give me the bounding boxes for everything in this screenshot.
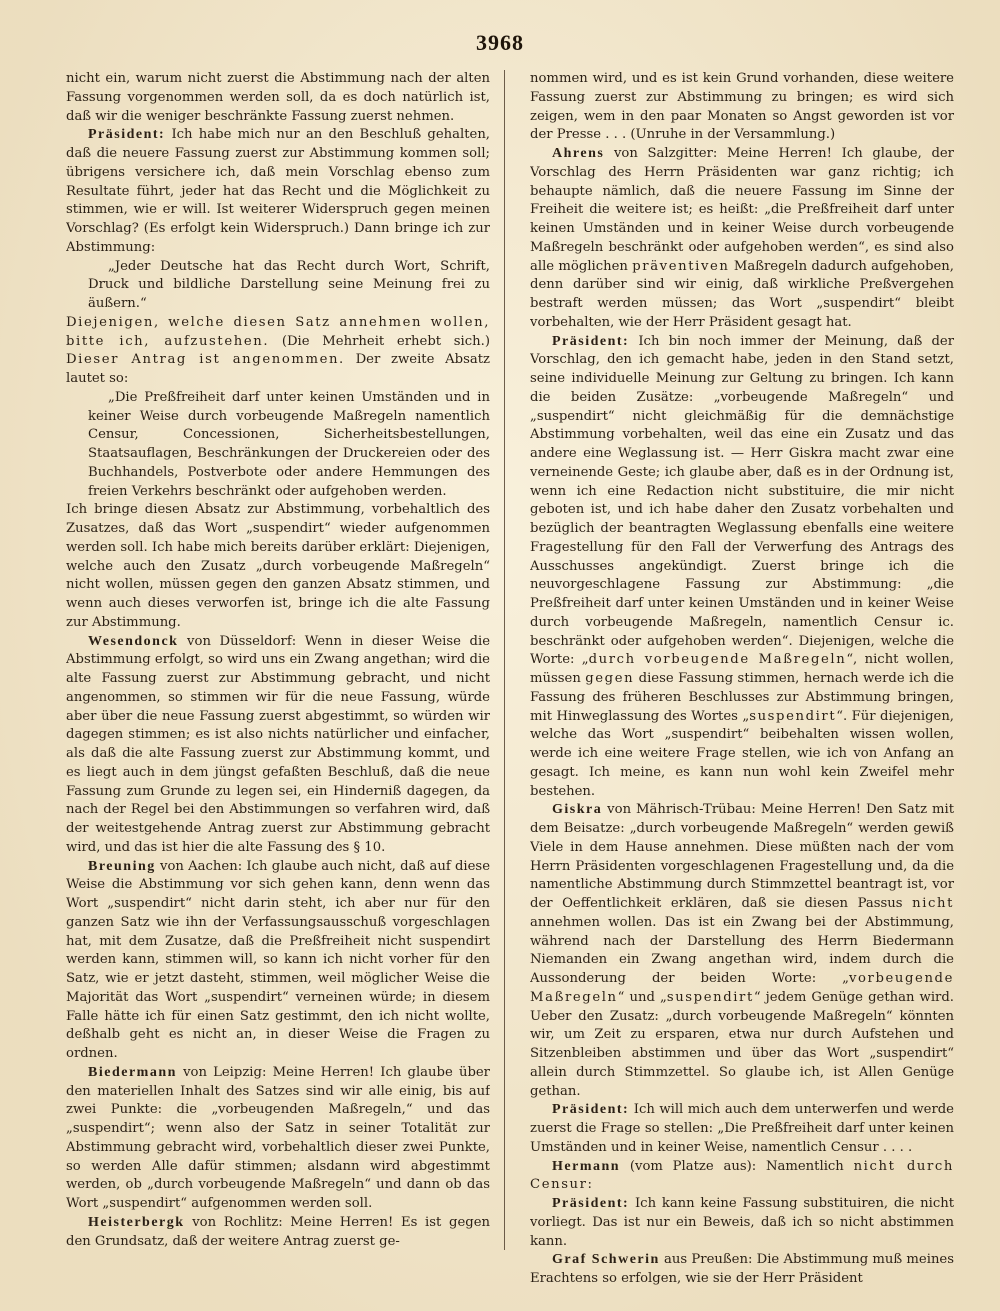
speech-text: (vom Platze aus): Namentlich [620,1158,854,1174]
speaker-name: Ahrens [552,146,605,161]
quoted-clause [88,258,490,314]
speech-paragraph [66,858,490,1064]
spaced-text: Diejenigen, welche diesen Satz annehmen wollen, bitte ich, aufzustehen. [66,314,490,349]
speech-paragraph [66,126,490,257]
spaced-text: suspendirt [749,708,837,724]
speech-text: “. Für diejenigen, welche das Wort „suspendirt“ beibehalten wissen wollen, werde ich eine weitere Frage stellen, wie ich von Anfang an gesagt. Ich meine, es kann nun wohl kein Zweifel mehr bestehen. [530,708,954,799]
spaced-text: suspendirt [666,989,754,1005]
spaced-text: nicht durch Censur: [530,1158,954,1193]
speaker-name: Präsident: [88,127,166,143]
spaced-text: Dieser Antrag ist angenommen. [66,352,345,368]
speech-text: “, nicht wollen, müssen [530,652,954,686]
speaker-name: Giskra [552,802,603,818]
speech-text: aus Preußen: Die Abstimmung muß meines Erachtens so erfolgen, wie sie der Herr Präsident [530,1252,954,1286]
speaker-name: Heisterbergk [88,1214,185,1230]
paragraph-text: (Die Mehrheit erhebt sich.) [269,333,490,349]
speech-paragraph [66,1214,490,1252]
speech-text: Ich habe mich nur an den Beschluß gehalten, daß die neuere Fassung zuerst zur Abstimmung kommen soll; übrigens versichere ich, daß mein Vorschlag ebenso zum Resultate führt, jeder hat das Recht und die Möglichkeit zu stimmen, wie er will. Ist weiterer Widerspruch gegen meinen Vorschlag? (Es erfolgt kein Widerspruch.) Dann bringe ich zur Abstimmung: [66,127,490,255]
speech-paragraph [530,333,954,802]
speech-text: Ich will mich auch dem unterwerfen und werde zuerst die Frage so stellen: „Die Preßfreiheit darf unter keinen Umständen und in keiner Weise, namentlich Censur . . . . [530,1102,954,1155]
speaker-name: Präsident: [552,333,630,349]
speech-text: von Mährisch-Trübau: Meine Herren! Den Satz mit dem Beisatze: „durch vorbeugende Maßregeln“ werden gewiß Viele in dem Hause annehmen. Diese müßten nach der vom Herrn Präsidenten vorgeschlagenen Fragestellung und, da die namentliche Abstimmung durch Stimmzettel beantragt ist, vor der Oeffentlichkeit erklären, daß sie diesen Passus [530,802,954,911]
speaker-name: Präsident: [552,1196,630,1211]
paragraph-text: Der zweite Absatz lautet so: [66,352,490,386]
speech-text: Ich kann keine Fassung substituiren, die nicht vorliegt. Das ist nur ein Beweis, daß ich so nicht abstimmen kann. [530,1196,954,1249]
quote-text: „Die Preßfreiheit darf unter keinen Umständen und in keiner Weise durch vorbeugende Maßregeln namentlich Censur, Concessionen, Sicherheitsbestellungen, Staatsauflagen, Beschränkungen der Druckereien oder des Buchhandels, Postverbote oder andere Hemmungen des freien Verkehrs beschränkt oder aufgehoben werden. [88,389,490,499]
speaker-name: Biedermann [88,1064,177,1080]
speech-text: Ich bin noch immer der Meinung, daß der Vorschlag, den ich gemacht habe, jeden in den Stand setzt, seine individuelle Meinung zur Geltung zu bringen. Ich kann die beiden Zusätze: „vorbeugende Maßregeln“ und „suspendirt“ nicht gleichmäßig für die demnächstige Abstimmung vorbehalten, weil das eine ein Zusatz und das andere eine Weglassung ist. — Herr Giskra macht zwar eine verneinende Geste; ich glaube aber, daß es in der Ordnung ist, wenn ich eine Redaction nicht substituire, die mir nicht geboten ist, und ich habe daher den Zusatz vorbehalten und bezüglich der beantragten Weglassung ebenfalls eine weitere Fragestellung für den Fall der Verwerfung des Antrags des Ausschusses angekündigt. Zuerst bringe ich die neuvorgeschlagene Fassung zur Abstimmung: „die Preßfreiheit darf unter keinen Umständen und in keiner Weise durch vorbeugende Maßregeln, namentlich Censur ic. beschränkt oder aufgehoben werden“. Diejenigen, welche die Worte: „ [530,333,954,668]
speech-text: von Leipzig: Meine Herren! Ich glaube über den materiellen Inhalt des Satzes sind wir alle einig, bis auf zwei Punkte: die „vorbeugenden Maßregeln,“ und das „suspendirt“; wenn also der Satz in seiner Totalität zur Abstimmung gebracht wird, vorbehaltlich dieser zwei Punkte, so werden Alle dafür stimmen; alsdann wird abgestimmt werden, ob „durch vorbeugende Maßregeln“ und dann ob das Wort „suspendirt“ aufgenommen werden soll. [66,1064,490,1211]
speech-text: von Rochlitz: Meine Herren! Es ist gegen den Grundsatz, daß der weitere Antrag zuerst ge- [66,1214,490,1249]
speech-paragraph [530,145,954,333]
speech-text: von Düsseldorf: Wenn in dieser Weise die Abstimmung erfolgt, so wird uns ein Zwang angethan; wird die alte Fassung zuerst zur Abstimmung gebracht, und nicht angenommen, so stimmen wir für die neue Fassung, würde aber über die neue Fassung zuerst abgestimmt, so würden wir dagegen stimmen; es ist also nichts natürlicher und einfacher, als daß die alte Fassung zuerst zur Abstimmung kommt, und es liegt auch in dem jüngst gefaßten Beschluß, daß die neue Fassung zum Grunde zu legen sei, ein Hinderniß dagegen, da nach der Regel bei den Abstimmungen so verfahren wird, daß der weitestgehende Antrag zuerst zur Abstimmung gebracht wird, und das ist hier die alte Fassung des § 10. [66,633,490,855]
vote-paragraph [66,314,490,389]
left-column [66,70,490,1300]
speech-text: diese Fassung stimmen, hernach werde ich die Fassung des früheren Beschlusses zur Abstimmung bringen, mit Hinweglassung des Wortes „ [530,671,954,724]
speech-text: Maßregeln dadurch aufgehoben, denn darüber sind wir einig, daß wirkliche Preßvergehen bestraft werden müssen; das Wort „suspendirt“ bleibt vorbehalten, wie der Herr Präsident gesagt hat. [530,258,954,330]
spaced-text: gegen [585,671,635,686]
speech-text: von Salzgitter: Meine Herren! Ich glaube, der Vorschlag des Herrn Präsidenten war ganz richtig; ich behaupte nämlich, daß die neuere Fassung im Sinne der Freiheit die weitere ist; es heißt: „die Preßfreiheit darf unter keinen Umständen und in keiner Weise durch vorbeugende Maßregeln beschränkt oder aufgehoben werden“, es sind also alle möglichen [530,146,954,274]
spaced-text: präventiven [632,258,730,274]
speech-paragraph [66,1064,490,1214]
paragraph [530,70,954,145]
page-number: 3968 [476,30,524,55]
column-divider [504,70,505,1250]
speaker-name: Breuning [88,858,156,874]
spaced-text: vorbeugende Maßregeln [530,971,954,1005]
speaker-name: Graf Schwerin [552,1252,660,1268]
paragraph-text: Ich bringe diesen Absatz zur Abstimmung, vorbehaltlich des Zusatzes, daß das Wort „suspendirt“ wieder aufgenommen werden soll. Ich habe mich bereits darüber erklärt: Diejenigen, welche auch den Zusatz „durch vorbeugende Maßregeln“ nicht wollen, müssen gegen den ganzen Absatz stimmen, und wenn auch dieses verworfen ist, bringe ich die alte Fassung zur Abstimmung. [66,502,490,630]
right-column [530,70,954,1300]
speech-paragraph [530,801,954,1101]
quoted-clause [88,389,490,502]
speech-paragraph [530,1251,954,1289]
quote-text: „Jeder Deutsche hat das Recht durch Wort, Schrift, Druck und bildliche Darstellung seine Meinung frei zu äußern.“ [88,258,490,311]
paragraph-text: nicht ein, warum nicht zuerst die Abstimmung nach der alten Fassung vorgenommen werden soll, da es doch natürlich ist, daß wir die weniger beschränkte Fassung zuerst nehmen. [66,71,490,124]
speech-text: annehmen wollen. Das ist ein Zwang bei der Abstimmung, während nach der Darstellung des Herrn Biedermann Niemanden ein Zwang angethan wird, indem durch die Aussonderung der beiden Worte: „ [530,914,954,986]
spaced-text: durch vorbeugende Maßregeln [588,652,847,668]
speaker-name: Wesendonck [88,633,179,649]
speaker-name: Hermann [552,1158,621,1174]
speech-paragraph [66,633,490,858]
paragraph [66,501,490,632]
speech-text: “ jedem Genüge gethan wird. Ueber den Zusatz: „durch vorbeugende Maßregeln“ könnten wir, um Zeit zu ersparen, etwa nur durch Aufstehen und Sitzenbleiben abstimmen und über das Wort „suspendirt“ allein durch Stimmzettel. So glaube ich, ist Allen Genüge gethan. [530,989,954,1099]
speech-paragraph [530,1158,954,1196]
paragraph-text: nommen wird, und es ist kein Grund vorhanden, diese weitere Fassung zuerst zur Abstimmung zu bringen; es wird sich zeigen, wem in den paar Monaten so Angst geworden ist vor der Presse . . . (Unruhe in der Versammlung.) [530,71,954,143]
speech-text: “ und „ [617,989,667,1005]
spaced-text: nicht [912,896,954,911]
paragraph [66,70,490,126]
speaker-name: Präsident: [552,1102,630,1118]
speech-paragraph [530,1195,954,1251]
speech-paragraph [530,1101,954,1157]
speech-text: von Aachen: Ich glaube auch nicht, daß auf diese Weise die Abstimmung vor sich gehen kann, denn wenn das Wort „suspendirt“ nicht darin steht, ich aber nur für den ganzen Satz wie ihn der Verfassungsausschuß vorgeschlagen hat, mit dem Zusatze, daß die Preßfreiheit nicht suspendirt werden kann, stimmen will, so kann ich nicht vorher für den Satz, wie er jetzt dasteht, stimmen, weil möglicher Weise die Majorität das Wort „suspendirt“ verneinen würde; in diesem Falle hätte ich für einen Satz gestimmt, den ich nicht wollte, deßhalb geht es nicht an, in dieser Weise die Fragen zu ordnen. [66,858,490,1061]
